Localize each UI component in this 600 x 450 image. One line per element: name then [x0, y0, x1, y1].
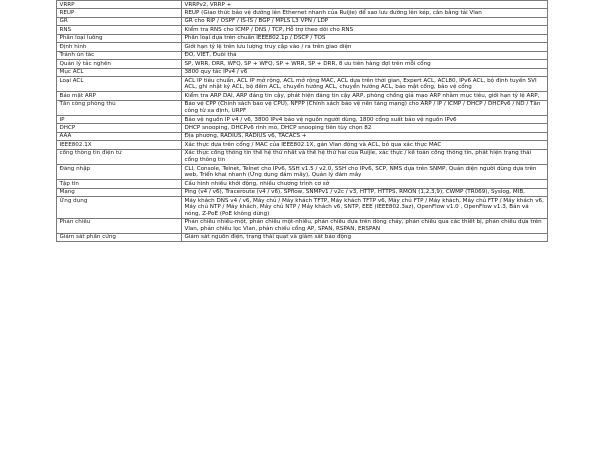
table-row [57, 218, 548, 233]
feature-value-cell: Máy khách DNS v4 / v6, Máy chủ / Máy khách TFTP, Máy khách TFTP v6, Máy chủ FTP / Máy khách, Máy chủ FTP / Máy khách v6, Máy chủ NTP / Máy khách, Máy chủ NTP / Máy khách v6, SNTP, EEE (IEEE802.3az), OpenFlow v1.0 , OpenFlow v1.3, Bản vá nóng, Z-PoE (PoE không dừng) [182, 197, 548, 219]
table-row [57, 1, 548, 9]
feature-label-cell: DHCP [57, 124, 182, 132]
feature-label-cell: IEEE802.1X [57, 141, 182, 149]
feature-label-cell: Bảo mật ARP [57, 92, 182, 100]
feature-value-cell: Kiểm tra ARP DAI, ARP đáng tin cậy, phát hiện đáng tin cậy ARP, phòng chống giả mạo ARP nhằm mục tiêu, giới hạn tỷ lệ ARP, [182, 92, 548, 100]
feature-value-cell: Kiểm tra RNS cho ICMP / DNS / TCP, Hỗ trợ theo dõi cho RNS [182, 26, 548, 34]
table-row [57, 124, 548, 132]
table-row [57, 165, 548, 180]
feature-label-cell: GR [57, 17, 182, 25]
feature-label-cell: VRRP [57, 1, 182, 9]
table-row [57, 180, 548, 188]
feature-value-cell: Bảo vệ CPP (Chính sách bảo vệ CPU), NFPP (Chính sách bảo vệ nền tảng mạng) cho ARP / IP / ICMP / DHCP / DHCPv6 / ND / Tấn công từ xa định, URPF [182, 100, 548, 115]
feature-label-cell: AAA [57, 132, 182, 140]
feature-label-cell: Loại ACL [57, 77, 182, 92]
feature-label-cell: IP [57, 116, 182, 124]
feature-value-cell: Giám sát nguồn điện, trạng thái quạt và giám sát báo động [182, 233, 548, 241]
feature-label-cell: Định hình [57, 43, 182, 51]
feature-value-cell: VRRPv2, VRRP + [182, 1, 548, 9]
feature-value-cell: Phân loại dựa trên chuẩn IEEE802.1p / DSCP / TOS [182, 34, 548, 42]
table-row [57, 9, 548, 17]
table-row [57, 188, 548, 196]
table-row [57, 26, 548, 34]
feature-label-cell: Tấn công phòng thủ [57, 100, 182, 115]
feature-value-cell: GR cho RIP / OSPF / IS-IS / BGP / MPLS L3 VPN / LDP [182, 17, 548, 25]
table-row [57, 141, 548, 149]
table-row [57, 197, 548, 219]
feature-value-cell: Bảo vệ nguồn IP v4 / v6, 3800 IPv4 bảo vệ nguồn người dùng, 1800 cổng suất bảo vệ nguồn IPv6 [182, 116, 548, 124]
feature-value-cell: 3800 quy tắc IPv4 / v6 [182, 68, 548, 76]
feature-value-cell: Phản chiếu nhiều-một, phản chiếu một-nhiều, phản chiếu dựa trên dòng chảy, phản chiếu qua các thiết bị, phản chiếu dựa trên Vlan, phản chiếu lọc Vlan, phản chiếu cổng AP, SPAN, RSPAN, ERSPAN [182, 218, 548, 233]
feature-label-cell: RNS [57, 26, 182, 34]
feature-label-cell: Phản chiếu [57, 218, 182, 233]
feature-value-cell: Xác thực dựa trên cổng / MAC của IEEE802.1X, gán Vlan động và ACL, bỏ qua xác thực MAC [182, 141, 548, 149]
table-row [57, 60, 548, 68]
table-row [57, 17, 548, 25]
feature-label-cell: Quản lý tắc nghẽn [57, 60, 182, 68]
feature-value-cell: Ping (v4 / v6), Traceroute (v4 / v6), SPflow, SNMPv1 / v2c / v3, HTTP, HTTPS, RMON (1,2,3,9), CWMP (TR069), Syslog, MIB, [182, 188, 548, 196]
feature-label-cell: Tránh ùn tắc [57, 51, 182, 59]
table-row [57, 116, 548, 124]
feature-value-cell: REUP (Giao thức bảo vệ đường lên Ethernet nhanh của Ruijie) để sao lưu đường lên kép, cân bằng tải Vlan [182, 9, 548, 17]
feature-label-cell: REUP [57, 9, 182, 17]
spec-table-body [57, 1, 548, 242]
feature-label-cell: Giám sát phần cứng [57, 233, 182, 241]
feature-value-cell: CLI, Console, Telnet, Telnet cho IPv6, SSH v1.5 / v2.0, SSH cho IPv6, SCP, NMS dựa trên SNMP, Quản diện người dùng dựa trên web, Triển khai nhanh (Ứng dụng đám mây), Quản lý đám mây [182, 165, 548, 180]
feature-label-cell: Đăng nhập [57, 165, 182, 180]
feature-value-cell: DHCP snooping, DHCPv6 rình mò, DHCP snooping tiên tùy chọn 82 [182, 124, 548, 132]
table-row [57, 92, 548, 100]
table-row [57, 43, 548, 51]
feature-label-cell: cổng thông tin điện tử [57, 149, 182, 164]
table-row [57, 77, 548, 92]
feature-label-cell: Ứng dụng [57, 197, 182, 219]
feature-label-cell: Tập tin [57, 180, 182, 188]
feature-value-cell: SP, WRR, DRR, WFQ, SP + WFQ, SP + WRR, SP + DRR, 8 ưu tiên hàng đợi trên mỗi cổng [182, 60, 548, 68]
table-row [57, 132, 548, 140]
feature-value-cell: ACL IP tiêu chuẩn, ACL IP mở rộng, ACL mở rộng MAC, ACL dựa trên thời gian, Expert ACL, ACL80, IPv6 ACL, bộ định tuyến SVI ACL, ghi nhật ký ACL, bộ đếm ACL, chuyển hướng ACL, chuyển hướng ACL, bảo mật cổng, bảo vệ cổng [182, 77, 548, 92]
feature-value-cell: ĐỎ, VIẾT, Đuôi thả [182, 51, 548, 59]
spec-table [56, 0, 548, 242]
feature-label-cell: Mạng [57, 188, 182, 196]
table-row [57, 34, 548, 42]
feature-label-cell: Phân loại luồng [57, 34, 182, 42]
table-row [57, 149, 548, 164]
table-row [57, 233, 548, 241]
feature-value-cell: Cấu hình nhiều khởi động, nhiều chương trình cơ sở [182, 180, 548, 188]
table-row [57, 51, 548, 59]
table-row [57, 68, 548, 76]
feature-value-cell: Giới hạn tỷ lệ trên lưu lượng truy cập vào / ra trên giao diện [182, 43, 548, 51]
feature-value-cell: Địa phương, RADIUS, RADIUS v6, TACACS + [182, 132, 548, 140]
feature-label-cell: Mục ACL [57, 68, 182, 76]
table-row [57, 100, 548, 115]
feature-value-cell: Xác thực cổng thông tin thế hệ thứ nhất và thế hệ thứ hai của Ruijie, xác thực / kế toán cổng thông tin, phát hiện trạng thái cổng thông tin [182, 149, 548, 164]
spec-sheet [56, 0, 547, 242]
